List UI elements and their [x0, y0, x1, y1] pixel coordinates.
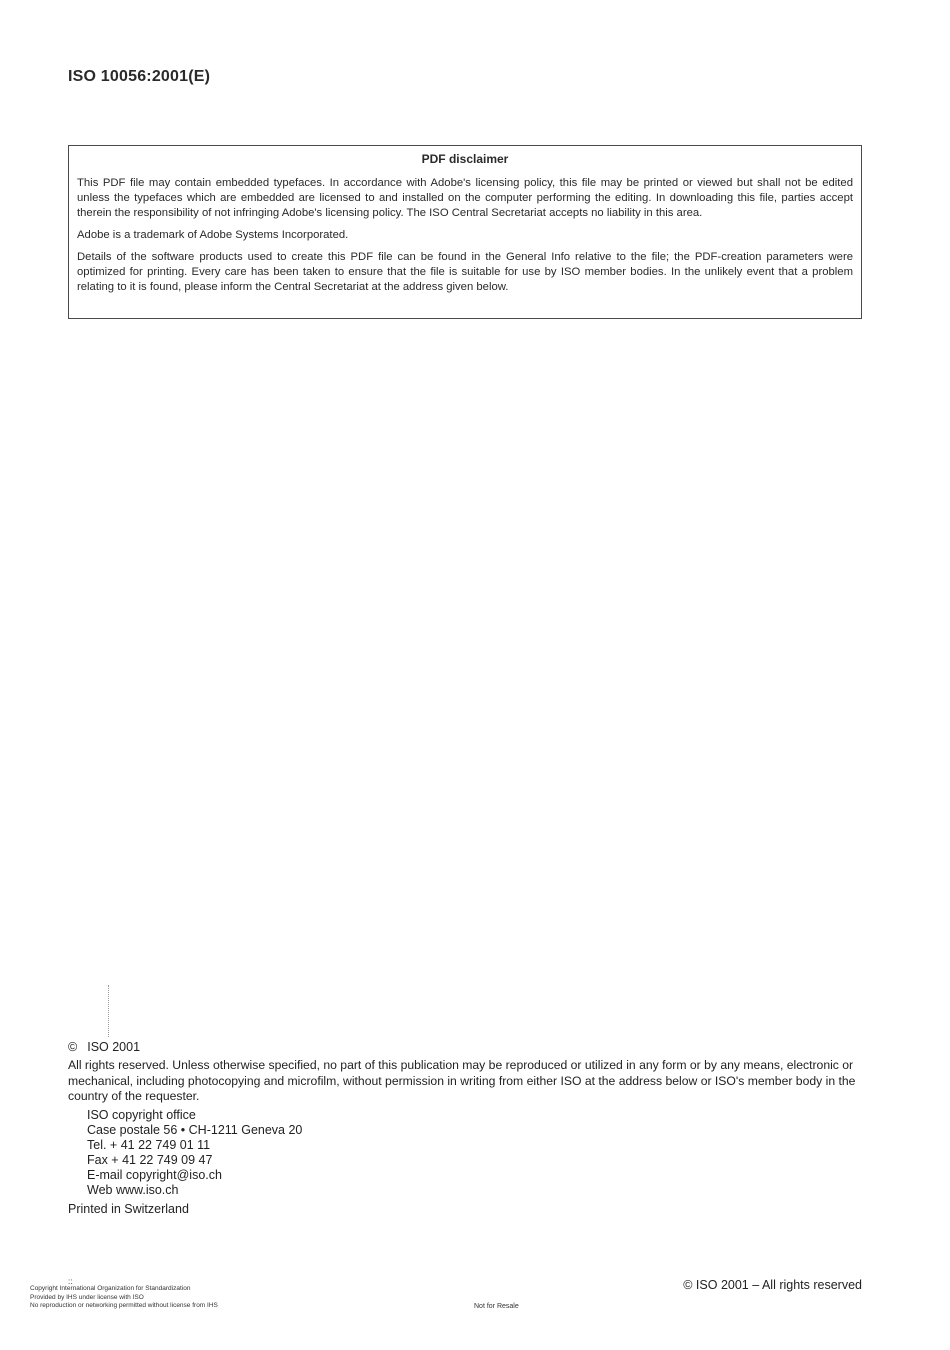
document-id: ISO 10056:2001(E): [68, 68, 211, 85]
address-line-fax: Fax + 41 22 749 09 47: [87, 1153, 213, 1167]
address-line-tel: Tel. + 41 22 749 01 11: [87, 1138, 211, 1152]
footer-line-copyright: Copyright International Organization for Standardization: [30, 1285, 191, 1292]
pdf-disclaimer-box: [68, 145, 862, 319]
footer-copyright: © ISO 2001 – All rights reserved: [683, 1278, 862, 1292]
address-line-postal: Case postale 56 • CH-1211 Geneva 20: [87, 1123, 303, 1137]
address-line-office: ISO copyright office: [87, 1108, 196, 1122]
address-line-web: Web www.iso.ch: [87, 1183, 179, 1197]
footer-line-reproduction: No reproduction or networking permitted without license from IHS: [30, 1302, 218, 1309]
footer-mark: ::: [68, 1277, 73, 1286]
disclaimer-paragraph-details: Details of the software products used to create this PDF file can be found in the General Info relative to the file; the PDF-creation parameters were optimized for printing. Every care has been taken to ensure that the file is suitable for use by ISO member bodies. In the unlikely event that a problem relating to it is found, please inform the Central Secretariat at the address given below.: [77, 251, 853, 293]
footer-not-for-resale: Not for Resale: [474, 1303, 519, 1310]
copyright-year: ISO 2001: [87, 1040, 141, 1054]
copyright-office-address: [87, 1108, 302, 1198]
address-line-email: E-mail copyright@iso.ch: [87, 1168, 222, 1182]
disclaimer-paragraph-typefaces: This PDF file may contain embedded typefaces. In accordance with Adobe's licensing policy, this file may be printed or viewed but shall not be edited unless the typefaces which are embedded are licensed to and installed on the computer performing the editing. In downloading this file, parties accept therein the responsibility of not infringing Adobe's licensing policy. The ISO Central Secretariat accepts no liability in this area.: [77, 177, 853, 219]
rights-statement: All rights reserved. Unless otherwise specified, no part of this publication may be reproduced or utilized in any form or by any means, electronic or mechanical, including photocopying and microfilm, without permission in writing from either ISO at the address below or ISO's member body in the country of the requester.: [68, 1058, 856, 1103]
disclaimer-title: PDF disclaimer: [421, 152, 509, 166]
footer-line-provided: Provided by IHS under license with ISO: [30, 1293, 144, 1301]
footer-license-notice: [30, 1279, 218, 1311]
printed-in: Printed in Switzerland: [68, 1202, 189, 1216]
disclaimer-paragraph-trademark: Adobe is a trademark of Adobe Systems Incorporated.: [77, 229, 349, 241]
dotted-marks: [108, 985, 113, 1037]
copyright-symbol: ©: [68, 1040, 78, 1054]
copyright-line: [68, 1040, 140, 1054]
